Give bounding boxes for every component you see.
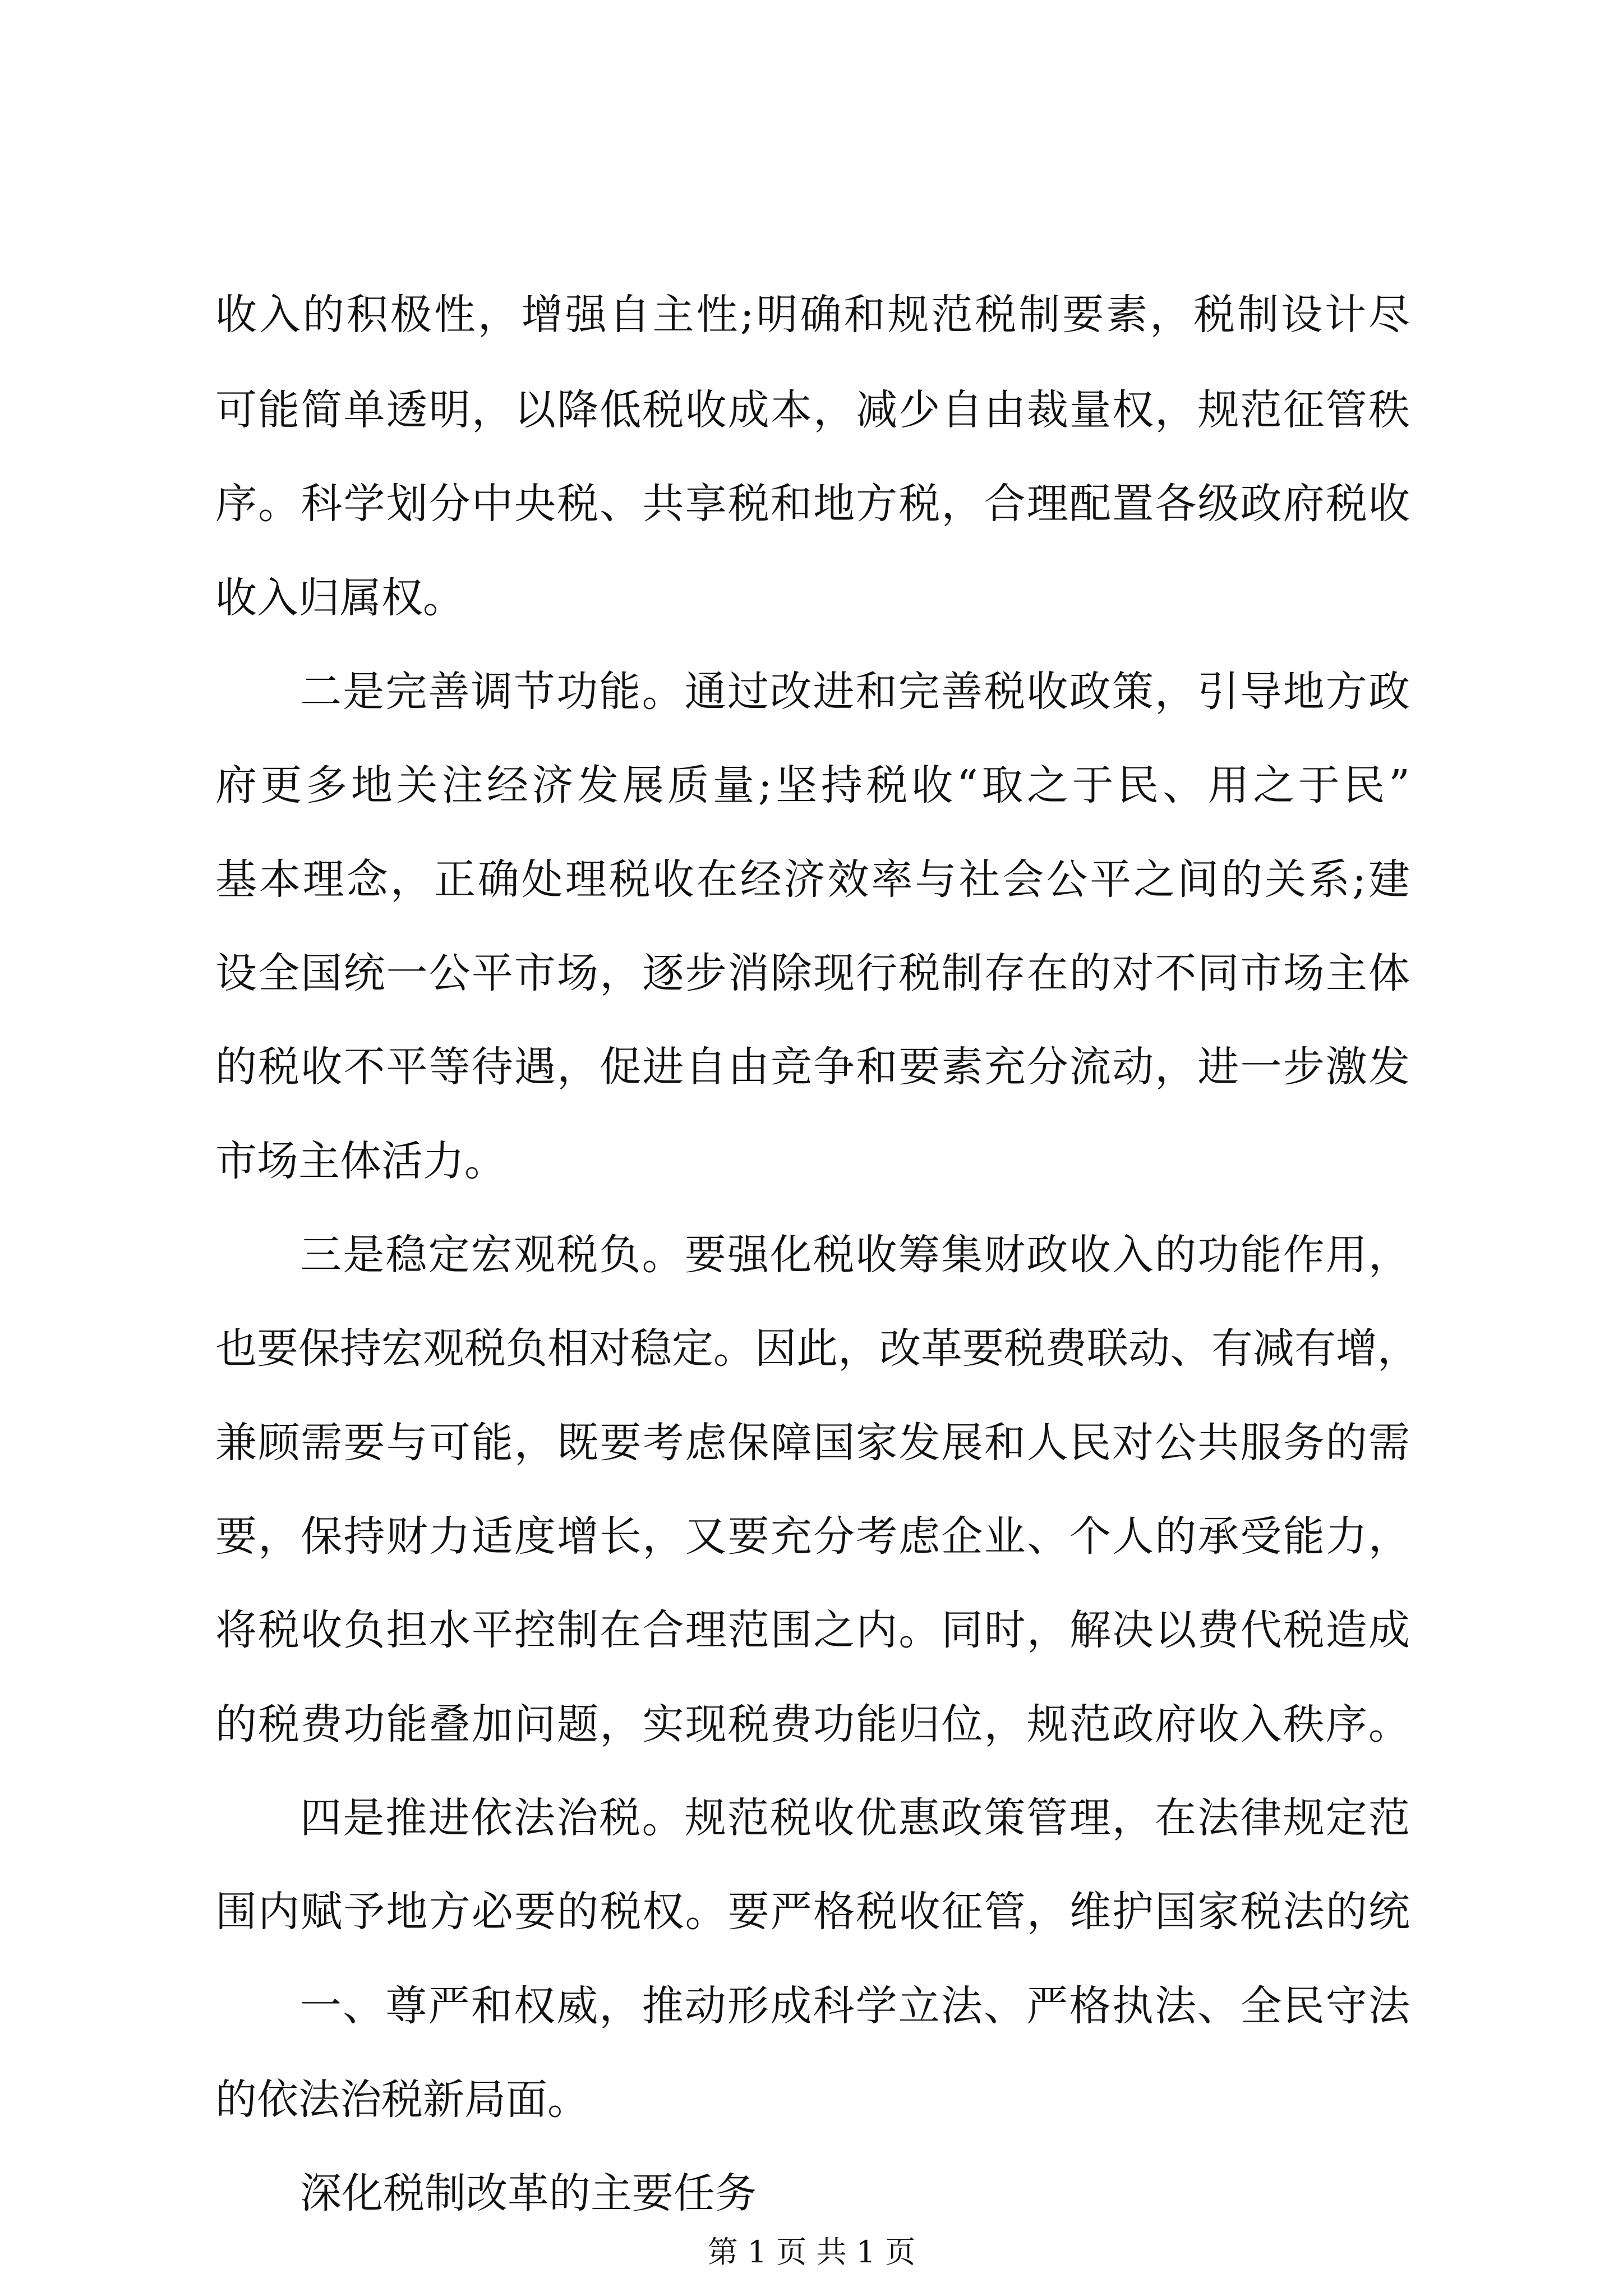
body-text-line: 要，保持财力适度增长，又要充分考虑企业、个人的承受能力， [215,1512,1410,1561]
body-text-line: 可能简单透明，以降低税收成本，减少自由裁量权，规范征管秩 [215,386,1410,434]
body-text-line: 市场主体活力。 [215,1137,506,1185]
section-heading: 深化税制改革的主要任务 [300,2169,757,2217]
body-text-line: 的税收不平等待遇，促进自由竞争和要素充分流动，进一步激发 [215,1043,1410,1091]
page-number-footer: 第 1 页 共 1 页 [707,2234,916,2270]
body-text-line: 围内赋予地方必要的税权。要严格税收征管，维护国家税法的统 [215,1888,1410,1936]
paragraph-first-line: 二是完善调节功能。通过改进和完善税收政策，引导地方政 [300,668,1410,716]
body-text-line: 设全国统一公平市场，逐步消除现行税制存在的对不同市场主体 [215,949,1410,997]
paragraph-first-line: 一、尊严和权威，推动形成科学立法、严格执法、全民守法 [300,1982,1410,2030]
paragraph-first-line: 四是推进依法治税。规范税收优惠政策管理，在法律规定范 [300,1794,1410,1842]
body-text-line: 府更多地关注经济发展质量;坚持税收“取之于民、用之于民” [215,761,1410,809]
body-text-line: 的依法治税新局面。 [215,2076,589,2124]
body-text-line: 收入归属权。 [215,574,464,622]
body-text-line: 兼顾需要与可能，既要考虑保障国家发展和人民对公共服务的需 [215,1419,1410,1467]
body-text-line: 收入的积极性，增强自主性;明确和规范税制要素，税制设计尽 [215,291,1410,339]
body-text-line: 基本理念，正确处理税收在经济效率与社会公平之间的关系;建 [215,855,1410,904]
body-text-line: 的税费功能叠加问题，实现税费功能归位，规范政府收入秩序。 [215,1700,1410,1749]
body-text-line: 将税收负担水平控制在合理范围之内。同时，解决以费代税造成 [215,1606,1410,1654]
paragraph-first-line: 三是稳定宏观税负。要强化税收筹集财政收入的功能作用， [300,1231,1410,1279]
body-text-line: 也要保持宏观税负相对稳定。因此，改革要税费联动、有减有增， [215,1324,1419,1373]
body-text-line: 序。科学划分中央税、共享税和地方税，合理配置各级政府税收 [215,480,1410,528]
